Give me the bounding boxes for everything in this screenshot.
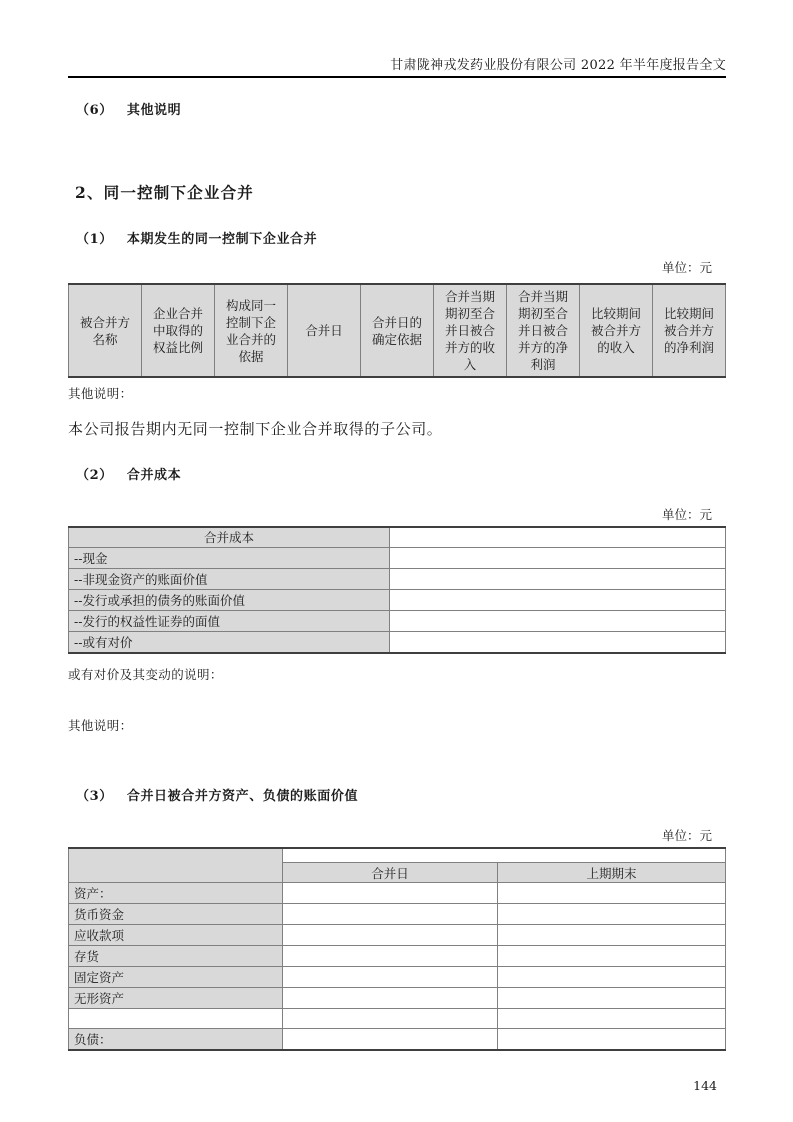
row-label-receivables: 应收款项	[69, 925, 283, 946]
heading-text: 其他说明	[126, 103, 182, 118]
value-cell	[283, 925, 498, 946]
value-cell	[498, 925, 726, 946]
corner-cell	[69, 848, 283, 883]
other-notes-label: 其他说明：	[68, 386, 133, 401]
heading-number: （2）	[76, 468, 113, 483]
heading-current-period-merger	[68, 228, 726, 247]
heading-text: 合并日被合并方资产、负债的账面价值	[126, 788, 359, 804]
row-label-contingent: --或有对价	[69, 631, 390, 653]
heading-number: （6）	[76, 103, 113, 118]
value-cell	[283, 988, 498, 1009]
unit-label: 单位：元	[661, 507, 712, 522]
table-row	[69, 967, 726, 988]
table-row	[69, 589, 726, 610]
row-label-noncash-assets: --非现金资产的账面价值	[69, 568, 390, 589]
spacer-cell	[283, 848, 726, 863]
heading-same-control-merger: 2、同一控制下企业合并	[75, 183, 254, 202]
row-label-equity-par-value: --发行的权益性证券的面值	[69, 610, 390, 631]
value-cell	[390, 527, 726, 547]
value-cell	[283, 904, 498, 925]
header-cell-equity-ratio: 企业合并中取得的权益比例	[142, 284, 215, 377]
table-row	[69, 904, 726, 925]
book-value-table	[68, 847, 726, 1052]
row-label-inventory: 存货	[69, 946, 283, 967]
header-cell-compare-profit: 比较期间被合并方的净利润	[653, 284, 726, 377]
unit-label: 单位：元	[661, 260, 712, 275]
heading-merger-cost	[68, 464, 726, 483]
value-cell	[498, 1009, 726, 1029]
header-cell-period-profit: 合并当期期初至合并日被合并方的净利润	[507, 284, 580, 377]
value-cell	[498, 967, 726, 988]
page-number: 144	[693, 1078, 717, 1093]
page-content	[68, 99, 726, 1093]
value-cell	[390, 631, 726, 653]
header-cell-prior-period-end: 上期期末	[498, 863, 726, 883]
table-row	[69, 568, 726, 589]
merger-overview-table	[68, 283, 726, 378]
value-cell	[283, 967, 498, 988]
value-cell	[283, 1029, 498, 1051]
header-cell-compare-revenue: 比较期间被合并方的收入	[580, 284, 653, 377]
value-cell	[498, 904, 726, 925]
value-cell	[283, 1009, 498, 1029]
table-row	[69, 946, 726, 967]
header-cell-merger-date: 合并日	[288, 284, 361, 377]
value-cell	[390, 610, 726, 631]
table-row	[69, 1009, 726, 1029]
header-cell-period-revenue: 合并当期期初至合并日被合并方的收入	[434, 284, 507, 377]
value-cell	[498, 1029, 726, 1051]
heading-book-value	[68, 785, 726, 804]
value-cell	[498, 883, 726, 904]
contingent-consideration-label: 或有对价及其变动的说明：	[68, 666, 223, 682]
table-row	[69, 1029, 726, 1051]
report-title: 甘肃陇神戎发药业股份有限公司 2022 年半年度报告全文	[390, 58, 726, 73]
value-cell	[498, 988, 726, 1009]
row-label-empty	[69, 1009, 283, 1029]
row-label-debt-book-value: --发行或承担的债务的账面价值	[69, 589, 390, 610]
row-label-monetary-funds: 货币资金	[69, 904, 283, 925]
table-row	[69, 547, 726, 568]
value-cell	[283, 946, 498, 967]
heading-number: （3）	[76, 788, 113, 804]
row-label-intangible-assets: 无形资产	[69, 988, 283, 1009]
table-row	[69, 610, 726, 631]
value-cell	[498, 946, 726, 967]
merger-cost-table	[68, 526, 726, 654]
header-cell-merger-basis: 构成同一控制下企业合并的依据	[215, 284, 288, 377]
heading-text: 合并成本	[126, 468, 182, 483]
header-cell-merged-party: 被合并方名称	[69, 284, 142, 377]
table-row	[69, 988, 726, 1009]
table-header-row	[69, 284, 726, 377]
value-cell	[390, 547, 726, 568]
header-cell-merger-date: 合并日	[283, 863, 498, 883]
other-notes-label: 其他说明：	[68, 717, 133, 733]
row-label-fixed-assets: 固定资产	[69, 967, 283, 988]
heading-text: 本期发生的同一控制下企业合并	[126, 232, 318, 247]
no-merger-statement: 本公司报告期内无同一控制下企业合并取得的子公司。	[68, 420, 443, 438]
table-row	[69, 883, 726, 904]
row-label-cash: --现金	[69, 547, 390, 568]
table-row	[69, 848, 726, 863]
table-row	[69, 925, 726, 946]
value-cell	[283, 883, 498, 904]
value-cell	[390, 589, 726, 610]
row-label-liabilities: 负债：	[69, 1029, 283, 1051]
heading-number: （1）	[76, 232, 113, 247]
row-label-assets: 资产：	[69, 883, 283, 904]
heading-other-notes-6	[68, 99, 726, 118]
report-header	[68, 54, 726, 78]
unit-label: 单位：元	[661, 827, 712, 843]
merger-cost-header-cell: 合并成本	[69, 527, 390, 547]
value-cell	[390, 568, 726, 589]
table-row	[69, 631, 726, 653]
header-cell-date-basis: 合并日的确定依据	[361, 284, 434, 377]
table-row	[69, 527, 726, 547]
